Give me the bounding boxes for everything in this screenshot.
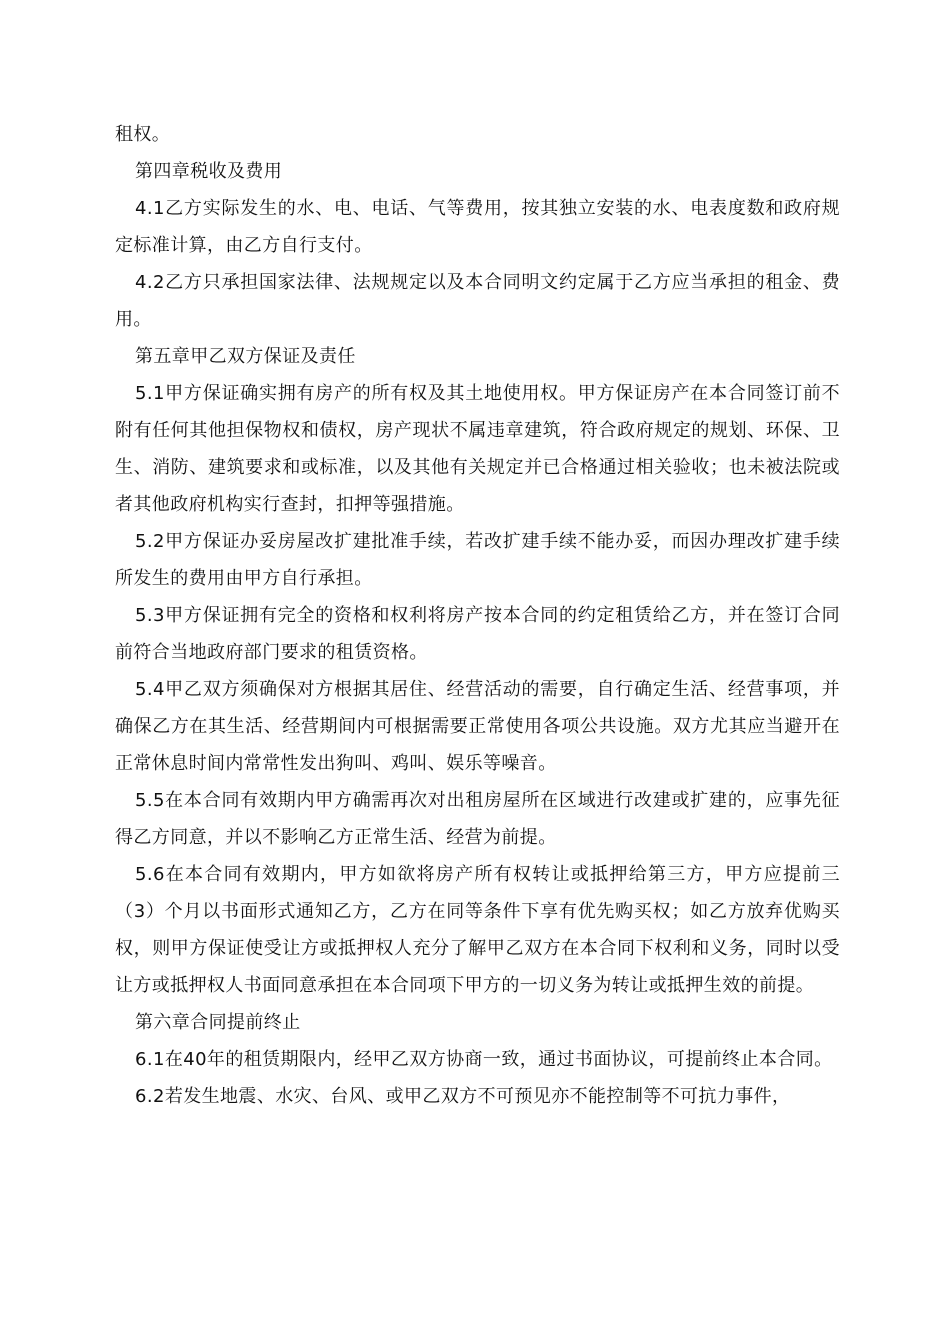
paragraph-continuation: 租权。 bbox=[115, 124, 171, 145]
chapter-5-heading: 第五章甲乙双方保证及责任 bbox=[135, 346, 356, 367]
clause-5-1: 5.1甲方保证确实拥有房产的所有权及其土地使用权。甲方保证房产在本合同签订前不附有任何其他担保物权和债权，房产现状不属违章建筑，符合政府规定的规划、环保、卫生、消防、建筑要求和或标准，以及其他有关规定并已合格通过相关验收；也未被法院或者其他政府机构实行查封，扣押等强措施。 bbox=[115, 383, 840, 515]
chapter-6-heading: 第六章合同提前终止 bbox=[135, 1012, 301, 1033]
document-body bbox=[115, 116, 840, 1115]
clause-4-2: 4.2乙方只承担国家法律、法规规定以及本合同明文约定属于乙方应当承担的租金、费用。 bbox=[115, 272, 840, 330]
clause-4-1: 4.1乙方实际发生的水、电、电话、气等费用，按其独立安装的水、电表度数和政府规定标准计算，由乙方自行支付。 bbox=[115, 198, 840, 256]
chapter-4-heading: 第四章税收及费用 bbox=[135, 161, 283, 182]
clause-6-2: 6.2若发生地震、水灾、台风、或甲乙双方不可预见亦不能控制等不可抗力事件， bbox=[135, 1086, 791, 1107]
clause-5-5: 5.5在本合同有效期内甲方确需再次对出租房屋所在区域进行改建或扩建的，应事先征得乙方同意，并以不影响乙方正常生活、经营为前提。 bbox=[115, 790, 840, 848]
clause-5-2: 5.2甲方保证办妥房屋改扩建批准手续，若改扩建手续不能办妥，而因办理改扩建手续所发生的费用由甲方自行承担。 bbox=[115, 531, 840, 589]
clause-5-3: 5.3甲方保证拥有完全的资格和权利将房产按本合同的约定租赁给乙方，并在签订合同前符合当地政府部门要求的租赁资格。 bbox=[115, 605, 840, 663]
clause-5-6: 5.6在本合同有效期内，甲方如欲将房产所有权转让或抵押给第三方，甲方应提前三（3）个月以书面形式通知乙方，乙方在同等条件下享有优先购买权；如乙方放弃优购买权，则甲方保证使受让方或抵押权人充分了解甲乙双方在本合同下权利和义务，同时以受让方或抵押权人书面同意承担在本合同项下甲方的一切义务为转让或抵押生效的前提。 bbox=[115, 864, 840, 996]
clause-5-4: 5.4甲乙双方须确保对方根据其居住、经营活动的需要，自行确定生活、经营事项，并确保乙方在其生活、经营期间内可根据需要正常使用各项公共设施。双方尤其应当避开在正常休息时间内常常性发出狗叫、鸡叫、娱乐等噪音。 bbox=[115, 679, 840, 774]
clause-6-1: 6.1在40年的租赁期限内，经甲乙双方协商一致，通过书面协议，可提前终止本合同。 bbox=[135, 1049, 833, 1070]
